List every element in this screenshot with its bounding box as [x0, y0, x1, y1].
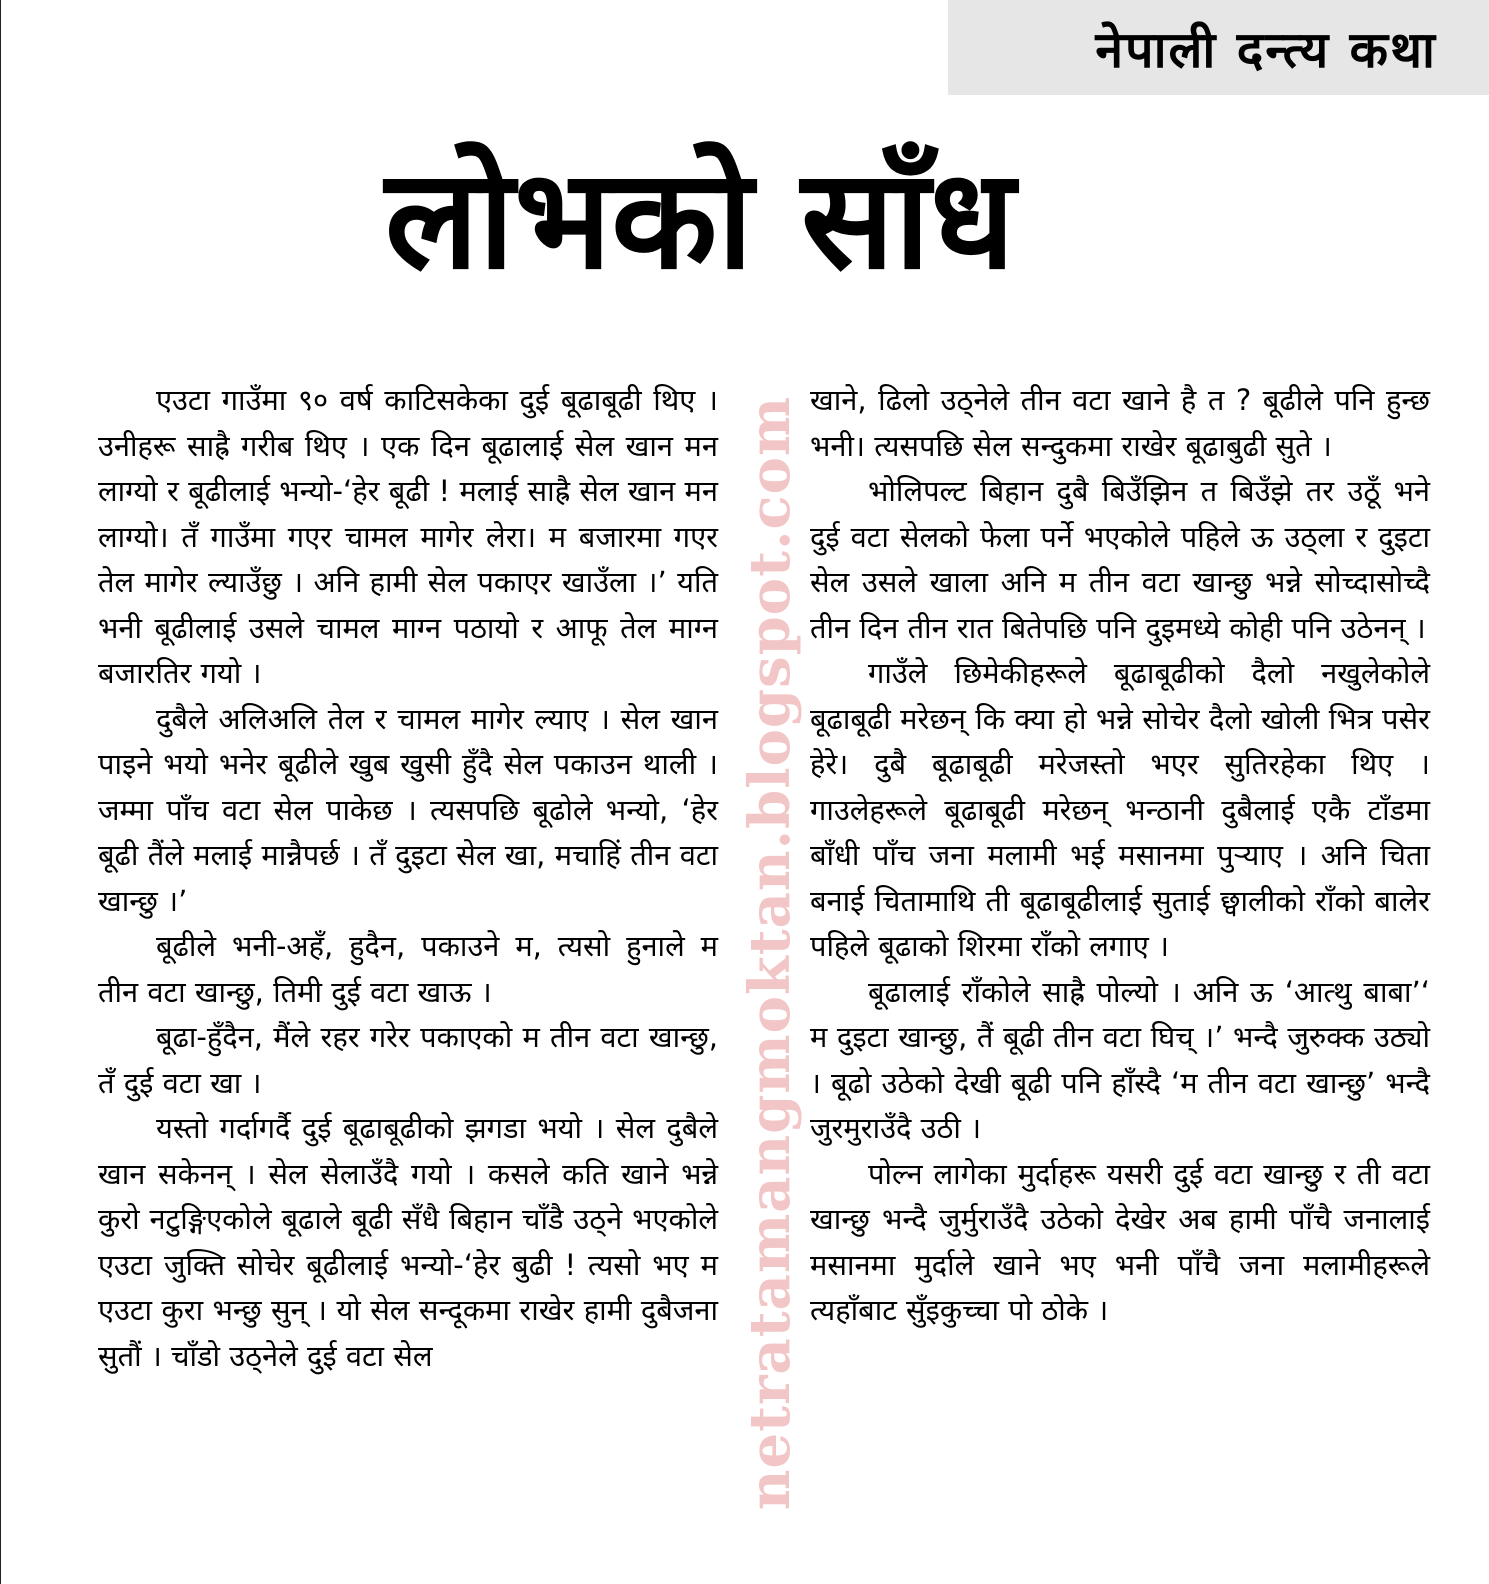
page-left-border — [0, 0, 1, 1584]
paragraph-continued: खाने, ढिलो उठ्नेले तीन वटा खाने है त ? बूढीले पनि हुन्छ भनी। त्यसपछि सेल सन्दुकमा राखेर बूढाबुढी सुते । — [810, 383, 1430, 463]
paragraph: बूढीले भनी-अहँ, हुदैन, पकाउने म, त्यसो हुनाले म तीन वटा खान्छु, तिमी दुई वटा खाऊ । — [98, 929, 718, 1009]
paragraph: बूढालाई राँकोले साह्रै पोल्यो । अनि ऊ ‘आत्थु बाबा’‘ म दुइटा खान्छु, तैं बूढी तीन वटा घिच् ।’ भन्दै जुरुक्क उठ्यो । बूढो उठेको देखी बूढी पनि हाँस्दै ‘म तीन वटा खान्छु’ भन्दै जुरमुराउँदै उठी । — [810, 974, 1430, 1145]
section-label: नेपाली दन्त्य कथा — [1095, 20, 1437, 79]
paragraph: यस्तो गर्दागर्दै दुई बूढाबूढीको झगडा भयो । सेल दुबैले खान सकेनन् । सेल सेलाउँदै गयो । कसले कति खाने भन्ने कुरो नटुङ्गिएकोले बूढाले बूढी सँधै बिहान चाँडै उठ्ने भएकोले एउटा जुक्ति सोचेर बूढीलाई भन्यो-‘हेर बुढी ! त्यसो भए म एउटा कुरा भन्छु सुन् । यो सेल सन्दूकमा राखेर हामी दुबैजना सुतौं । चाँडो उठ्नेले दुई वटा सेल — [98, 1111, 718, 1373]
left-text-column — [98, 378, 718, 1379]
blog-watermark — [735, 395, 805, 1511]
paragraph: दुबैले अलिअलि तेल र चामल मागेर ल्याए । सेल खान पाइने भयो भनेर बूढीले खुब खुसी हुँदै सेल पकाउन थाली । जम्मा पाँच वटा सेल पाकेछ । त्यसपछि बूढोले भन्यो, ‘हेर बूढी तैंले मलाई मान्नैपर्छ । तँ दुइटा सेल खा, मचाहिं तीन वटा खान्छु ।’ — [98, 701, 718, 918]
paragraph: बूढा-हुँदैन, मैंले रहर गरेर पकाएको म तीन वटा खान्छु, तँ दुई वटा खा । — [98, 1020, 718, 1100]
paragraph: पोल्न लागेका मुर्दाहरू यसरी दुई वटा खान्छु र ती वटा खान्छु भन्दै जुर्मुराउँदै उठेको देखेर अब हामी पाँचै जनालाई मसानमा मुर्दाले खाने भए भनी पाँचै जना मलामीहरूले त्यहाँबाट सुँइकुच्चा पो ठोके । — [810, 1156, 1430, 1327]
paragraph: भोलिपल्ट बिहान दुबै बिउँझिन त बिउँझे तर उठूँ भने दुई वटा सेलको फेला पर्ने भएकोले पहिले ऊ उठ्ला र दुइटा सेल उसले खाला अनि म तीन वटा खान्छु भन्ने सोच्दासोच्दै तीन दिन तीन रात बितेपछि पनि दुइमध्ये कोही पनि उठेनन् । — [810, 474, 1430, 645]
right-text-column — [810, 378, 1430, 1334]
paragraph: एउटा गाउँमा ९० वर्ष काटिसकेका दुई बूढाबूढी थिए । उनीहरू साह्रै गरीब थिए । एक दिन बूढालाई सेल खान मन लाग्यो र बूढीलाई भन्यो-‘हेर बूढी ! मलाई साह्रै सेल खान मन लाग्यो। तँ गाउँमा गएर चामल मागेर लेरा। म बजारमा गएर तेल मागेर ल्याउँछु । अनि हामी सेल पकाएर खाउँला ।’ यति भनी बूढीलाई उसले चामल माग्न पठायो र आफू तेल माग्न बजारतिर गयो । — [98, 383, 718, 690]
story-headline: लोभको साँध — [385, 139, 1015, 300]
paragraph: गाउँले छिमेकीहरूले बूढाबूढीको दैलो नखुलेकोले बूढाबूढी मरेछन् कि क्या हो भन्ने सोचेर दैलो खोली भित्र पसेर हेरे। दुबै बूढाबूढी मरेजस्तो भएर सुतिरहेका थिए । गाउलेहरूले बूढाबूढी मरेछन् भन्ठानी दुबैलाई एकै टाँडमा बाँधी पाँच जना मलामी भई मसानमा पुऱ्याए । अनि चिता बनाई चितामाथि ती बूढाबूढीलाई सुताई छ्वालीको राँको बालेर पहिले बूढाको शिरमा राँको लगाए । — [810, 656, 1430, 963]
section-label-box — [948, 0, 1489, 95]
watermark-text: netratamangmoktan.blogspot.com — [737, 395, 803, 1511]
